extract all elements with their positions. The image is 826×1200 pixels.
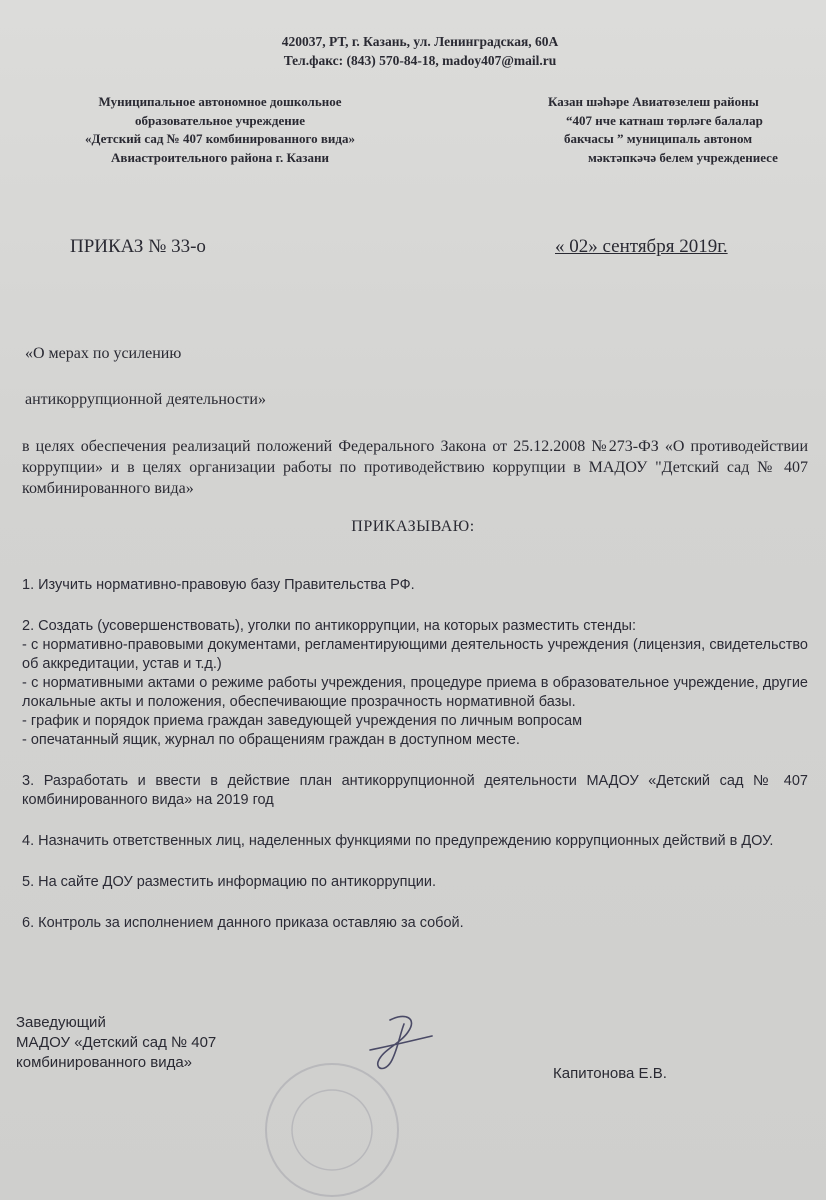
order-item-6 [22, 914, 808, 933]
org-tt-line: “407 нче катнаш төрләге балалар [566, 112, 763, 128]
org-ru-line: Муниципальное автономное дошкольное [98, 94, 342, 109]
order-preamble: в целях обеспечения реализаций положений Федерального Закона от 25.12.2008 №273-ФЗ «О противодействии коррупции» и в целях организации работы по противодействию коррупции в МАДОУ "Детский сад № 407 комбинированного вида» [22, 438, 808, 497]
letterhead-address: 420037, РТ, г. Казань, ул. Ленинградская, 60А [281, 34, 559, 49]
org-name-tatar [548, 93, 826, 167]
letterhead [230, 32, 610, 70]
item-line: - опечатанный ящик, журнал по обращениям граждан в доступном месте. [22, 732, 520, 748]
signatory-position [16, 1013, 216, 1073]
order-number: ПРИКАЗ № 33-о [70, 236, 206, 257]
signatory-line: Заведующий [16, 1014, 106, 1031]
seal-stamp [262, 1060, 402, 1200]
order-item-3 [22, 772, 808, 810]
order-subject-line-1: «О мерах по усилению [25, 345, 182, 362]
order-item-1 [22, 576, 808, 595]
item-line: - с нормативно-правовыми документами, регламентирующими деятельность учреждения (лицензия, свидетельство об аккредитации, устав и т.д.) [22, 637, 808, 672]
order-item-5 [22, 873, 808, 892]
signatory-name: Капитонова Е.В. [553, 1065, 667, 1082]
item-line: - график и порядок приема граждан заведующей учреждения по личным вопросам [22, 713, 583, 729]
item-line: 2. Создать (усовершенствовать), уголки по антикоррупции, на которых разместить стенды: [22, 618, 636, 634]
order-item-2 [22, 617, 808, 750]
org-tt-line: мәктәпкәчә белем учреждениесе [588, 149, 778, 165]
org-ru-line: Авиастроительного района г. Казани [111, 149, 329, 165]
signatory-line: комбинированного вида» [16, 1054, 193, 1071]
order-items [22, 576, 808, 933]
letterhead-contacts: Тел.факс: (843) 570-84-18, madoy407@mail.ru [283, 53, 557, 68]
item-line: 5. На сайте ДОУ разместить информацию по антикоррупции. [22, 874, 436, 890]
item-line: 3. Разработать и ввести в действие план антикоррупционной деятельности МАДОУ «Детский сад № 407 комбинированного вида» на 2019 год [22, 773, 808, 808]
signatory-line: МАДОУ «Детский сад № 407 [16, 1034, 217, 1051]
order-directive-heading: ПРИКАЗЫВАЮ: [351, 518, 475, 535]
order-item-4 [22, 832, 808, 851]
org-tt-line: бакчасы ” муниципаль автоном [564, 131, 753, 146]
order-date: « 02» сентября 2019г. [555, 236, 728, 257]
item-line: - с нормативными актами о режиме работы учреждения, процедуре приема в образовательное учреждение, другие локальные акты и положения, обеспечивающие прозрачность нормативной базы. [22, 675, 808, 710]
org-name-russian [30, 93, 410, 167]
org-ru-line: «Детский сад № 407 комбинированного вида» [85, 131, 355, 146]
org-ru-line: образовательное учреждение [135, 112, 305, 128]
order-subject-line-2: антикоррупционной деятельности» [25, 391, 266, 408]
item-line: 1. Изучить нормативно-правовую базу Правительства РФ. [22, 577, 415, 593]
org-tt-line: Казан шәһәре Авиатөзелеш районы [548, 94, 759, 109]
item-line: 6. Контроль за исполнением данного приказа оставляю за собой. [22, 915, 464, 931]
item-line: 4. Назначить ответственных лиц, наделенных функциями по предупреждению коррупционных действий в ДОУ. [22, 833, 774, 849]
